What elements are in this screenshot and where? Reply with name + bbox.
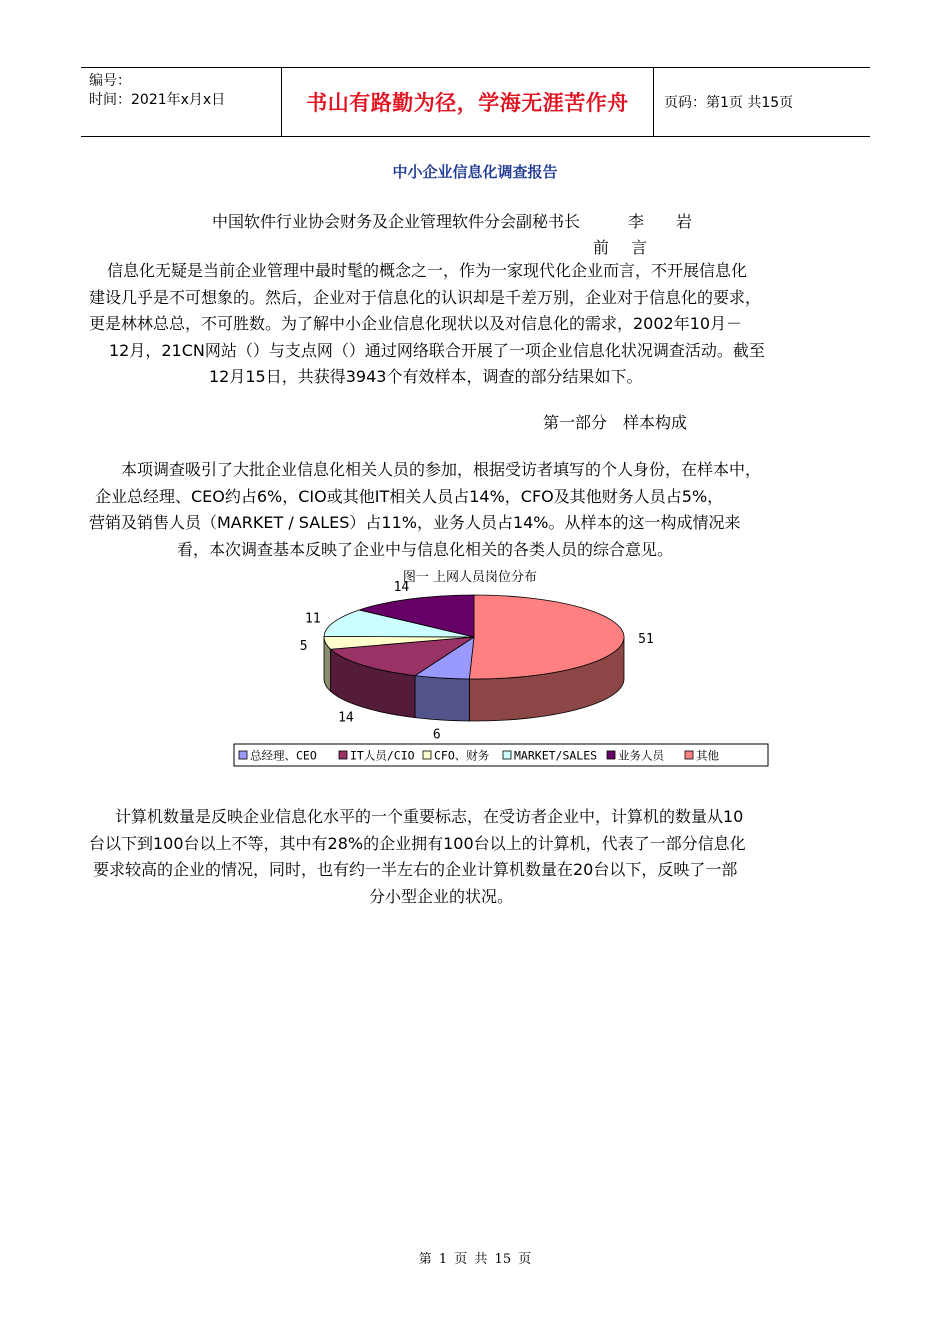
- pie-value-label: 51: [638, 631, 654, 647]
- pie-value-label: 14: [338, 710, 354, 726]
- page-info: 页码：第1页 共15页: [664, 95, 794, 111]
- pie-value-label: 11: [305, 611, 321, 627]
- legend-label: 总经理、CEO: [250, 748, 317, 763]
- legend-swatch: [685, 751, 693, 759]
- chart-legend: [234, 744, 768, 766]
- computer-line: 要求较高的企业的情况，同时，也有约一半左右的企业计算机数量在20台以下，反映了一部: [93, 860, 738, 879]
- legend-swatch: [423, 751, 431, 759]
- pie-value-label: 5: [299, 638, 308, 654]
- legend-label: MARKET/SALES: [514, 748, 598, 763]
- pie-group: [324, 595, 624, 721]
- computer-paragraph: [89, 804, 746, 910]
- part1-heading: 第一部分 样本构成: [543, 413, 688, 432]
- legend-swatch: [339, 751, 347, 759]
- chart-title: 图一 上网人员岗位分布: [402, 570, 538, 585]
- header-motto-cell: [281, 68, 654, 136]
- computer-line: 台以下到100台以上不等，其中有28%的企业拥有100台以上的计算机，代表了一部分信息化: [89, 833, 746, 853]
- motto: 书山有路勤为径，学海无涯苦作舟: [306, 91, 629, 115]
- pie-value-label: 6: [432, 727, 441, 743]
- intro-line: 建设几乎是不可想象的。然后，企业对于信息化的认识却是千差万别，企业对于信息化的要求，: [89, 287, 762, 307]
- header-left-cell: [81, 68, 281, 136]
- legend-swatch: [503, 751, 511, 759]
- page-header: [81, 67, 870, 137]
- intro-line: 更是林林总总，不可胜数。为了解中小企业信息化现状以及对信息化的需求，2002年10月－: [89, 314, 743, 333]
- pie-chart: [232, 566, 772, 771]
- part1-paragraph: [89, 457, 761, 563]
- legend-label: IT人员/CIO: [350, 748, 415, 763]
- part1-line: 本项调查吸引了大批企业信息化相关人员的参加，根据受访者填写的个人身份，在样本中，: [121, 460, 762, 479]
- legend-label: 其他: [696, 748, 719, 763]
- intro-line: 12月15日，共获得3943个有效样本，调查的部分结果如下。: [209, 367, 643, 386]
- intro-line: 12月，21CN网站（）与支点网（）通过网络联合开展了一项企业信息化状况调查活动。截至: [109, 340, 765, 360]
- document-title: 中小企业信息化调查报告: [392, 163, 558, 181]
- time-label: 时间：2021年x月x日: [89, 92, 226, 108]
- legend-label: 业务人员: [618, 748, 664, 763]
- number-label: 编号：: [89, 73, 131, 89]
- intro-line: 信息化无疑是当前企业管理中最时髦的概念之一，作为一家现代化企业而言，不开展信息化: [107, 261, 748, 280]
- intro-paragraph: [89, 258, 765, 391]
- author-line: 中国软件行业协会财务及企业管理软件分会副秘书长 李 岩: [212, 212, 693, 231]
- part1-line: 企业总经理、CEO约占6%，CIO或其他IT相关人员占14%，CFO及其他财务人员占5%，: [95, 486, 724, 506]
- part1-line: 营销及销售人员（MARKET / SALES）占11%，业务人员占14%。从样本的这一构成情况来: [89, 513, 741, 532]
- legend-label: CFO、财务: [434, 748, 490, 763]
- preface-heading: 前言: [593, 238, 670, 257]
- legend-swatch: [239, 751, 247, 759]
- pie-side-0: [415, 676, 469, 721]
- computer-line: 分小型企业的状况。: [369, 886, 514, 906]
- computer-line: 计算机数量是反映企业信息化水平的一个重要标志，在受访者企业中，计算机的数量从10: [115, 807, 744, 826]
- page-footer: 第 1 页 共 15 页: [418, 1252, 532, 1267]
- legend-swatch: [607, 751, 615, 759]
- part1-line: 看，本次调查基本反映了企业中与信息化相关的各类人员的综合意见。: [177, 539, 674, 559]
- pie-value-label: 14: [393, 580, 410, 596]
